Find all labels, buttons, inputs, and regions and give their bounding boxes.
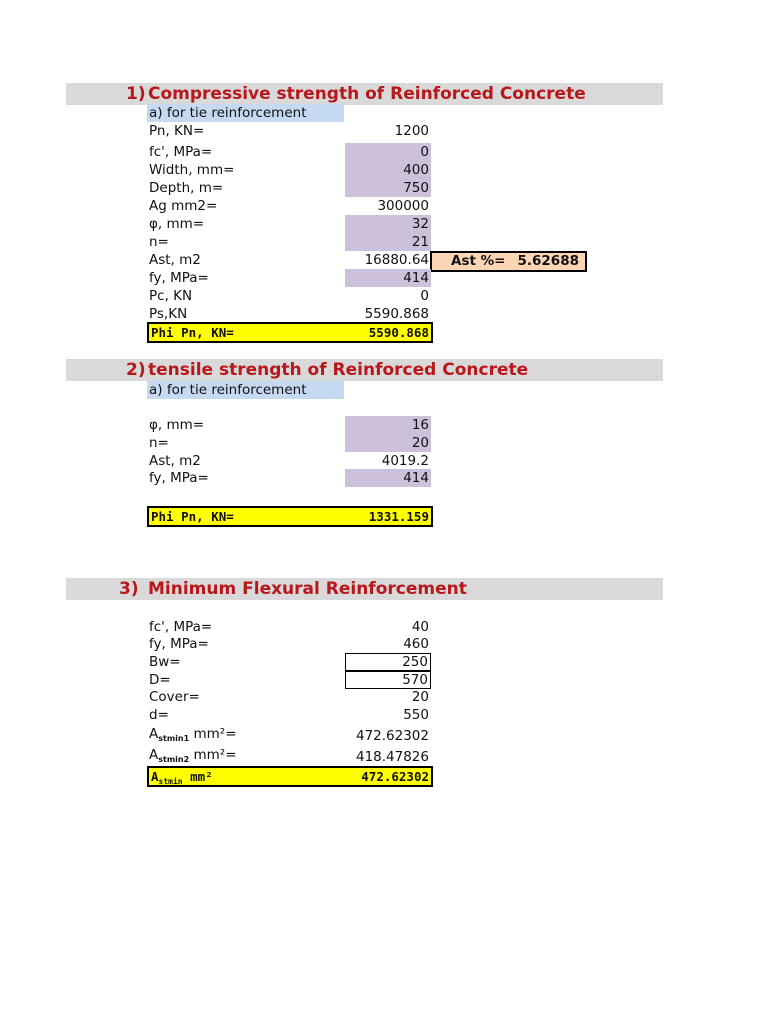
s1-value-ag: 300000 [377,198,429,214]
astmin-base: A [151,769,159,784]
s1-result-label: Phi Pn, KN= [151,325,234,340]
s3-value-fc: 40 [411,619,429,635]
s1-label-n: n= [149,234,169,250]
section2-title: tensile strength of Reinforced Concrete [148,360,529,380]
section2-subtitle [147,381,344,399]
s1-input-width[interactable]: 400 [345,161,431,179]
s1-label-ag: Ag mm2= [149,198,218,214]
s3-input-d-total[interactable]: 570 [345,671,431,689]
section1-subtitle [147,104,344,122]
s1-label-fy: fy, MPa= [149,270,209,286]
s3-row-bw [147,653,431,671]
s1-input-phi[interactable]: 32 [345,215,431,233]
section2-subtitle-text: a) for tie reinforcement [149,382,307,398]
s2-input-n[interactable]: 20 [345,434,431,452]
astmin1-subscript: stmin1 [158,734,190,743]
s3-row-fy [147,635,431,653]
s2-input-fy[interactable]: 414 [345,469,431,487]
s3-value-fy: 460 [403,636,429,652]
s1-row-ps [147,305,431,323]
s3-label-fy: fy, MPa= [149,636,209,652]
s2-label-n: n= [149,435,169,451]
ast-percent-value: 5.62688 [517,253,579,269]
s3-row-astmin1 [147,725,431,743]
s1-input-n[interactable]: 21 [345,233,431,251]
s1-row-width [147,161,431,179]
s3-row-cover [147,688,431,706]
s2-row-ast [147,452,431,470]
s3-result-label [151,768,213,790]
s1-result-value: 5590.868 [368,325,429,340]
s3-row-astmin2 [147,746,431,764]
s1-label-pc: Pc, KN [149,288,193,304]
s3-result [147,766,433,787]
section2-number: 2) [126,360,146,380]
s1-row-ag [147,197,431,215]
s3-value-astmin1: 472.62302 [355,728,429,744]
astmin2-subscript: stmin2 [158,755,190,764]
s3-label-fc: fc', MPa= [149,619,213,635]
s1-row-phi [147,215,431,233]
s3-row-d-total [147,671,431,689]
s2-label-phi: φ, mm= [149,417,205,433]
s1-row-pn [147,122,431,140]
ast-percent-box [430,251,587,272]
s1-value-pn: 1200 [394,123,429,139]
s1-label-ast: Ast, m2 [149,252,201,268]
s2-value-ast: 4019.2 [381,453,429,469]
s2-label-ast: Ast, m2 [149,453,201,469]
s2-label-fy: fy, MPa= [149,470,209,486]
s1-row-fc [147,143,431,161]
s1-label-width: Width, mm= [149,162,235,178]
astmin2-base: A [149,747,159,763]
s1-value-pc: 0 [420,288,429,304]
s3-value-d-eff: 550 [403,707,429,723]
astmin-subscript: stmin [158,777,183,786]
s1-input-fy[interactable]: 414 [345,269,431,287]
ast-percent-label: Ast %= [451,253,506,269]
s3-value-cover: 20 [411,689,429,705]
s1-input-fc[interactable]: 0 [345,143,431,161]
s3-result-value: 472.62302 [361,769,429,784]
s1-row-ast [147,251,431,269]
s3-value-astmin2: 418.47826 [355,749,429,765]
s2-result-label: Phi Pn, KN= [151,509,234,524]
s3-input-bw[interactable]: 250 [345,653,431,671]
s2-row-fy [147,469,431,487]
astmin-unit: mm² [182,769,213,784]
s3-row-d-eff [147,706,431,724]
s1-label-pn: Pn, KN= [149,123,205,139]
astmin2-unit: mm²= [189,747,237,763]
s3-label-astmin1 [149,725,237,748]
section1-number: 1) [126,84,146,104]
s3-label-cover: Cover= [149,689,200,705]
s1-label-depth: Depth, m= [149,180,224,196]
s1-value-ps: 5590.868 [364,306,429,322]
s3-row-fc [147,618,431,636]
s1-label-phi: φ, mm= [149,216,205,232]
s3-label-bw: Bw= [149,654,181,670]
s3-label-d-total: D= [149,672,171,688]
s1-row-pc [147,287,431,305]
s2-result [147,506,433,527]
s1-row-fy [147,269,431,287]
section1-title: Compressive strength of Reinforced Concrete [148,84,586,104]
s1-label-fc: fc', MPa= [149,144,213,160]
section3-number: 3) [119,579,139,599]
s2-input-phi[interactable]: 16 [345,416,431,434]
s1-row-n [147,233,431,251]
s1-label-ps: Ps,KN [149,306,188,322]
s1-input-depth[interactable]: 750 [345,179,431,197]
astmin1-unit: mm²= [189,726,237,742]
s1-result [147,322,433,343]
s3-label-d-eff: d= [149,707,169,723]
s2-result-value: 1331.159 [368,509,429,524]
astmin1-base: A [149,726,159,742]
s1-row-depth [147,179,431,197]
section1-subtitle-text: a) for tie reinforcement [149,105,307,121]
s1-value-ast: 16880.64 [364,252,429,268]
section3-title: Minimum Flexural Reinforcement [148,579,467,599]
s2-row-n [147,434,431,452]
s2-row-phi [147,416,431,434]
